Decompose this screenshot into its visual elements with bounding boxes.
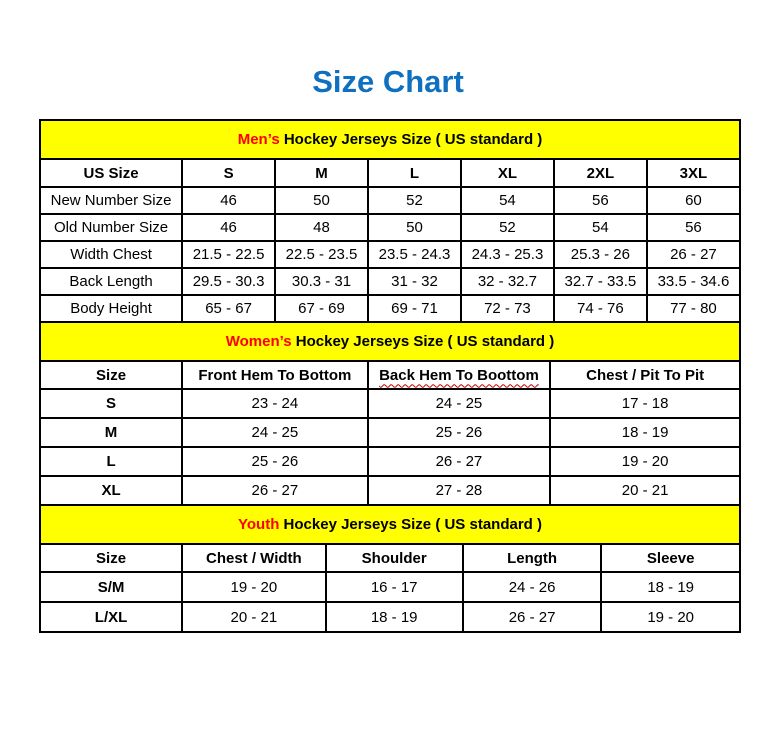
mens-size-value-cell: 72 - 73	[461, 295, 554, 322]
youth-column-header	[182, 544, 326, 572]
youth-size-table	[39, 504, 741, 633]
youth-size-value-cell: 19 - 20	[182, 572, 326, 602]
womens-size-value-cell: 27 - 28	[368, 476, 551, 505]
mens-size-value-cell: 74 - 76	[554, 295, 647, 322]
womens-size-value-cell: 20 - 21	[550, 476, 740, 505]
womens-row-label: S	[40, 389, 182, 418]
mens-size-value-cell: 52	[461, 214, 554, 241]
youth-column-header-label: Size	[96, 549, 127, 567]
mens-size-value-cell: 21.5 - 22.5	[182, 241, 275, 268]
youth-size-value-cell: 26 - 27	[463, 602, 602, 632]
womens-row-label: M	[40, 418, 182, 447]
mens-size-value-cell: 31 - 32	[368, 268, 461, 295]
youth-column-header	[463, 544, 602, 572]
youth-column-header	[40, 544, 182, 572]
youth-column-header-label: Chest / Width	[205, 549, 302, 567]
womens-size-table	[39, 321, 741, 506]
mens-column-header-label: M	[315, 164, 328, 182]
mens-row-label: Body Height	[40, 295, 182, 322]
mens-row-label: Width Chest	[40, 241, 182, 268]
youth-size-value-cell: 18 - 19	[601, 572, 740, 602]
mens-size-value-cell: 54	[554, 214, 647, 241]
mens-table-row	[40, 268, 740, 295]
womens-table-row	[40, 389, 740, 418]
mens-band-highlight: Men’s	[237, 131, 280, 148]
womens-column-header	[368, 361, 551, 389]
youth-band-highlight: Youth	[238, 516, 280, 533]
womens-size-value-cell: 23 - 24	[182, 389, 368, 418]
womens-size-value-cell: 17 - 18	[550, 389, 740, 418]
mens-section-title	[40, 120, 740, 159]
womens-size-value-cell: 25 - 26	[182, 447, 368, 476]
womens-column-header-label: Chest / Pit To Pit	[586, 366, 705, 384]
youth-section-band	[40, 505, 740, 544]
mens-table-row	[40, 214, 740, 241]
womens-column-header-label: Back Hem To Boottom	[379, 366, 539, 384]
mens-size-value-cell: 56	[647, 214, 740, 241]
youth-size-value-cell: 16 - 17	[326, 572, 463, 602]
womens-row-label: L	[40, 447, 182, 476]
mens-size-value-cell: 24.3 - 25.3	[461, 241, 554, 268]
youth-size-value-cell: 20 - 21	[182, 602, 326, 632]
womens-column-header-label: Size	[96, 366, 127, 384]
mens-header-row	[40, 159, 740, 187]
youth-row-label: L/XL	[40, 602, 182, 632]
womens-band-highlight: Women’s	[225, 333, 292, 350]
mens-column-header-label: L	[409, 164, 420, 182]
youth-column-header-label: Length	[507, 549, 558, 567]
womens-size-value-cell: 24 - 25	[368, 389, 551, 418]
youth-header-row	[40, 544, 740, 572]
youth-table-row	[40, 572, 740, 602]
youth-section-title	[40, 505, 740, 544]
womens-table-row	[40, 418, 740, 447]
youth-size-value-cell: 18 - 19	[326, 602, 463, 632]
youth-row-label: S/M	[40, 572, 182, 602]
womens-size-value-cell: 18 - 19	[550, 418, 740, 447]
mens-column-header	[368, 159, 461, 187]
mens-size-value-cell: 46	[182, 187, 275, 214]
womens-section-title	[40, 322, 740, 361]
womens-size-value-cell: 19 - 20	[550, 447, 740, 476]
mens-column-header	[461, 159, 554, 187]
womens-table-row	[40, 447, 740, 476]
womens-column-header	[182, 361, 368, 389]
mens-size-value-cell: 23.5 - 24.3	[368, 241, 461, 268]
womens-column-header	[550, 361, 740, 389]
youth-size-value-cell: 19 - 20	[601, 602, 740, 632]
womens-column-header	[40, 361, 182, 389]
youth-column-header-label: Sleeve	[646, 549, 695, 567]
womens-header-row	[40, 361, 740, 389]
youth-column-header	[601, 544, 740, 572]
mens-size-value-cell: 56	[554, 187, 647, 214]
mens-size-value-cell: 60	[647, 187, 740, 214]
mens-column-header	[554, 159, 647, 187]
mens-column-header	[182, 159, 275, 187]
womens-band-text: Hockey Jerseys Size ( US standard )	[291, 333, 555, 350]
mens-table-row	[40, 187, 740, 214]
page-title: Size Chart	[312, 64, 464, 99]
size-chart	[39, 119, 741, 633]
mens-column-header-label: 3XL	[679, 164, 708, 182]
mens-section-band	[40, 120, 740, 159]
womens-size-value-cell: 26 - 27	[368, 447, 551, 476]
mens-size-value-cell: 77 - 80	[647, 295, 740, 322]
mens-size-value-cell: 52	[368, 187, 461, 214]
mens-size-value-cell: 48	[275, 214, 368, 241]
womens-size-value-cell: 26 - 27	[182, 476, 368, 505]
mens-size-value-cell: 54	[461, 187, 554, 214]
mens-size-value-cell: 67 - 69	[275, 295, 368, 322]
mens-table-row	[40, 295, 740, 322]
youth-column-header-label: Shoulder	[361, 549, 427, 567]
mens-column-header-label: XL	[497, 164, 518, 182]
womens-size-value-cell: 24 - 25	[182, 418, 368, 447]
mens-row-label: Back Length	[40, 268, 182, 295]
mens-size-table	[39, 119, 741, 323]
mens-column-header	[275, 159, 368, 187]
womens-section-band	[40, 322, 740, 361]
womens-table-row	[40, 476, 740, 505]
mens-column-header-label: US Size	[83, 164, 139, 182]
mens-row-label: New Number Size	[40, 187, 182, 214]
mens-size-value-cell: 65 - 67	[182, 295, 275, 322]
mens-row-label: Old Number Size	[40, 214, 182, 241]
mens-size-value-cell: 30.3 - 31	[275, 268, 368, 295]
mens-column-header	[40, 159, 182, 187]
womens-row-label: XL	[40, 476, 182, 505]
mens-size-value-cell: 32.7 - 33.5	[554, 268, 647, 295]
womens-size-value-cell: 25 - 26	[368, 418, 551, 447]
mens-size-value-cell: 50	[275, 187, 368, 214]
mens-size-value-cell: 26 - 27	[647, 241, 740, 268]
mens-column-header-label: 2XL	[586, 164, 615, 182]
mens-size-value-cell: 25.3 - 26	[554, 241, 647, 268]
mens-size-value-cell: 50	[368, 214, 461, 241]
mens-size-value-cell: 22.5 - 23.5	[275, 241, 368, 268]
mens-size-value-cell: 46	[182, 214, 275, 241]
mens-size-value-cell: 69 - 71	[368, 295, 461, 322]
mens-column-header	[647, 159, 740, 187]
mens-size-value-cell: 32 - 32.7	[461, 268, 554, 295]
youth-table-row	[40, 602, 740, 632]
youth-column-header	[326, 544, 463, 572]
mens-band-text: Hockey Jerseys Size ( US standard )	[279, 131, 543, 148]
mens-size-value-cell: 29.5 - 30.3	[182, 268, 275, 295]
mens-size-value-cell: 33.5 - 34.6	[647, 268, 740, 295]
womens-column-header-label: Front Hem To Bottom	[198, 366, 352, 384]
youth-band-text: Hockey Jerseys Size ( US standard )	[279, 516, 542, 533]
mens-column-header-label: S	[223, 164, 234, 182]
mens-table-row	[40, 241, 740, 268]
youth-size-value-cell: 24 - 26	[463, 572, 602, 602]
